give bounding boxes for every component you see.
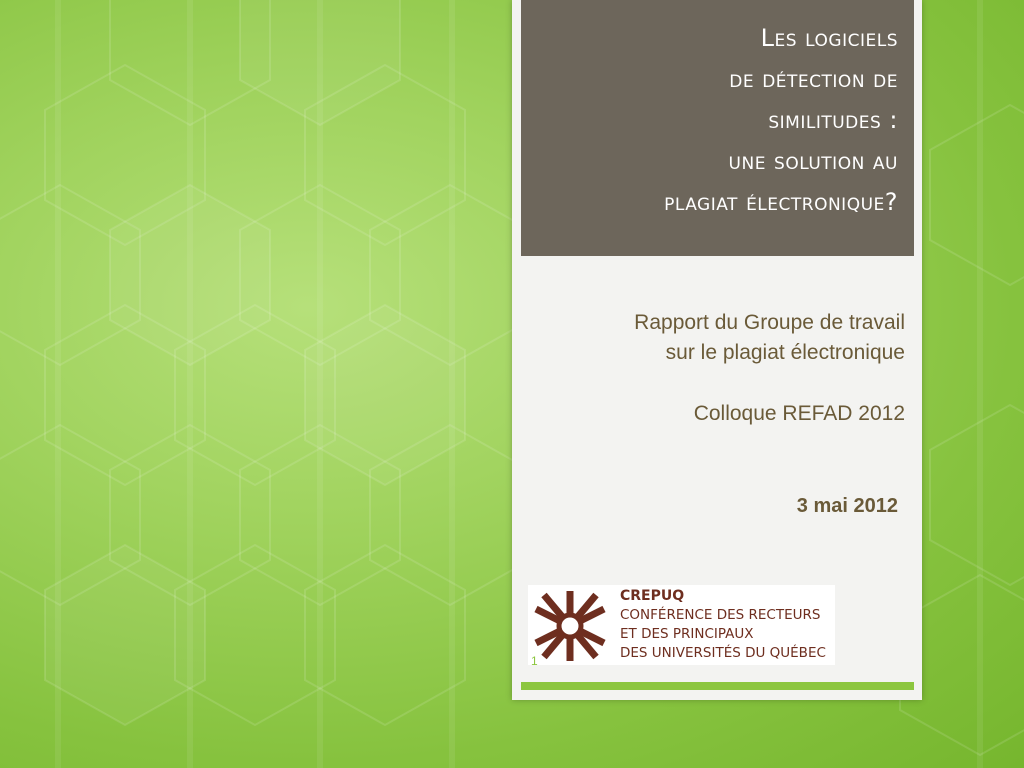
slide-number: 1 — [531, 654, 538, 668]
title-line: Les logiciels — [760, 24, 898, 52]
title-line: une solution au — [728, 147, 898, 175]
presentation-date: 3 mai 2012 — [796, 495, 898, 517]
subtitle-line: Rapport du Groupe de travail — [634, 311, 905, 334]
event-name: Colloque REFAD 2012 — [693, 402, 905, 425]
title-line: de détection de — [729, 65, 898, 93]
subtitle-line: sur le plagiat électronique — [665, 341, 905, 364]
logo-line: CONFÉRENCE DES RECTEURS — [620, 607, 821, 623]
crepuq-logo-text — [620, 587, 835, 663]
crepuq-logo — [528, 585, 835, 665]
title-line: similitudes : — [768, 106, 898, 134]
logo-line: ET DES PRINCIPAUX — [620, 626, 754, 642]
title-line: plagiat électronique? — [664, 188, 898, 216]
slide-subtitle — [530, 308, 905, 368]
crepuq-star-icon — [530, 587, 610, 665]
slide-title — [528, 18, 898, 223]
logo-brand: CREPUQ — [620, 588, 685, 604]
footer-accent-bar — [521, 682, 914, 690]
logo-line: DES UNIVERSITÉS DU QUÉBEC — [620, 645, 826, 661]
title-block — [521, 0, 914, 256]
